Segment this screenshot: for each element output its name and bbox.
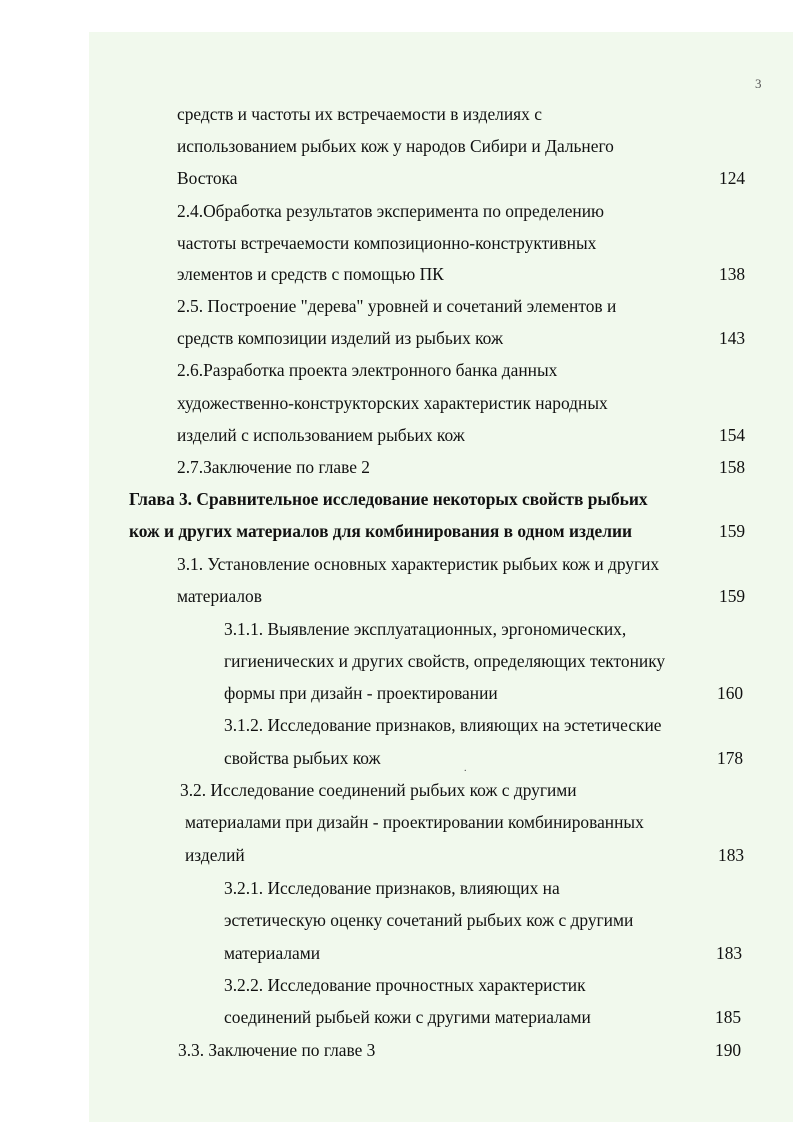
- toc-line: материалами при дизайн - проектировании комбинированных: [185, 812, 644, 832]
- toc-line: 3.2.1. Исследование признаков, влияющих на: [224, 878, 560, 898]
- toc-line: свойства рыбьих кож: [224, 748, 381, 768]
- toc-line: формы при дизайн - проектировании: [224, 683, 498, 703]
- toc-line: 2.4.Обработка результатов эксперимента по определению: [177, 201, 605, 221]
- toc-line: изделий с использованием рыбьих кож: [177, 425, 465, 445]
- toc-line: 3.1. Установление основных характеристик рыбьих кож и других: [177, 554, 660, 574]
- toc-page-ref: 143: [719, 328, 746, 348]
- toc-line: использованием рыбьих кож у народов Сибири и Дальнего: [177, 136, 614, 156]
- toc-line: гигиенических и других свойств, определяющих тектонику: [224, 651, 666, 671]
- stray-dot: .: [464, 763, 467, 774]
- toc-line: 2.7.Заключение по главе 2: [177, 457, 370, 477]
- toc-page-ref: 190: [715, 1040, 742, 1060]
- toc-line: 3.2. Исследование соединений рыбьих кож с другими: [180, 780, 577, 800]
- toc-line: 2.6.Разработка проекта электронного банка данных: [177, 360, 558, 380]
- toc-page-ref: 124: [719, 168, 746, 188]
- toc-page-ref: 154: [719, 425, 746, 445]
- toc-page-ref: 183: [718, 845, 745, 865]
- toc-page-ref: 159: [719, 586, 746, 606]
- toc-line: художественно-конструкторских характеристик народных: [177, 393, 608, 413]
- chapter-heading: Глава 3. Сравнительное исследование некоторых свойств рыбьих: [129, 489, 648, 509]
- toc-page-ref: 183: [716, 943, 743, 963]
- toc-line: материалов: [177, 586, 262, 606]
- toc-line: 2.5. Построение "дерева" уровней и сочетаний элементов и: [177, 296, 617, 316]
- toc-line: соединений рыбьей кожи с другими материалами: [224, 1007, 591, 1027]
- toc-line: элементов и средств с помощью ПК: [177, 264, 444, 284]
- toc-line: 3.3. Заключение по главе 3: [178, 1040, 376, 1060]
- toc-page-ref: 178: [717, 748, 744, 768]
- toc-line: материалами: [224, 943, 321, 963]
- toc-line: средств и частоты их встречаемости в изделиях с: [177, 104, 542, 124]
- toc-page-ref: 138: [719, 264, 746, 284]
- toc-page-ref: 158: [719, 457, 746, 477]
- toc-line: 3.1.2. Исследование признаков, влияющих на эстетические: [224, 715, 662, 735]
- toc-line: частоты встречаемости композиционно-конструктивных: [177, 233, 597, 253]
- toc-page-ref: 159: [719, 521, 746, 541]
- toc-line: 3.2.2. Исследование прочностных характеристик: [224, 975, 586, 995]
- toc-line: изделий: [185, 845, 245, 865]
- page-number: 3: [755, 76, 762, 91]
- toc-page-ref: 160: [717, 683, 744, 703]
- toc-line: средств композиции изделий из рыбьих кож: [177, 328, 503, 348]
- toc-line: Востока: [177, 168, 238, 188]
- toc-line: 3.1.1. Выявление эксплуатационных, эргономических,: [224, 619, 627, 639]
- toc-page-ref: 185: [715, 1007, 742, 1027]
- chapter-heading: кож и других материалов для комбинирования в одном изделии: [129, 521, 633, 541]
- toc-line: эстетическую оценку сочетаний рыбьих кож с другими: [224, 910, 634, 930]
